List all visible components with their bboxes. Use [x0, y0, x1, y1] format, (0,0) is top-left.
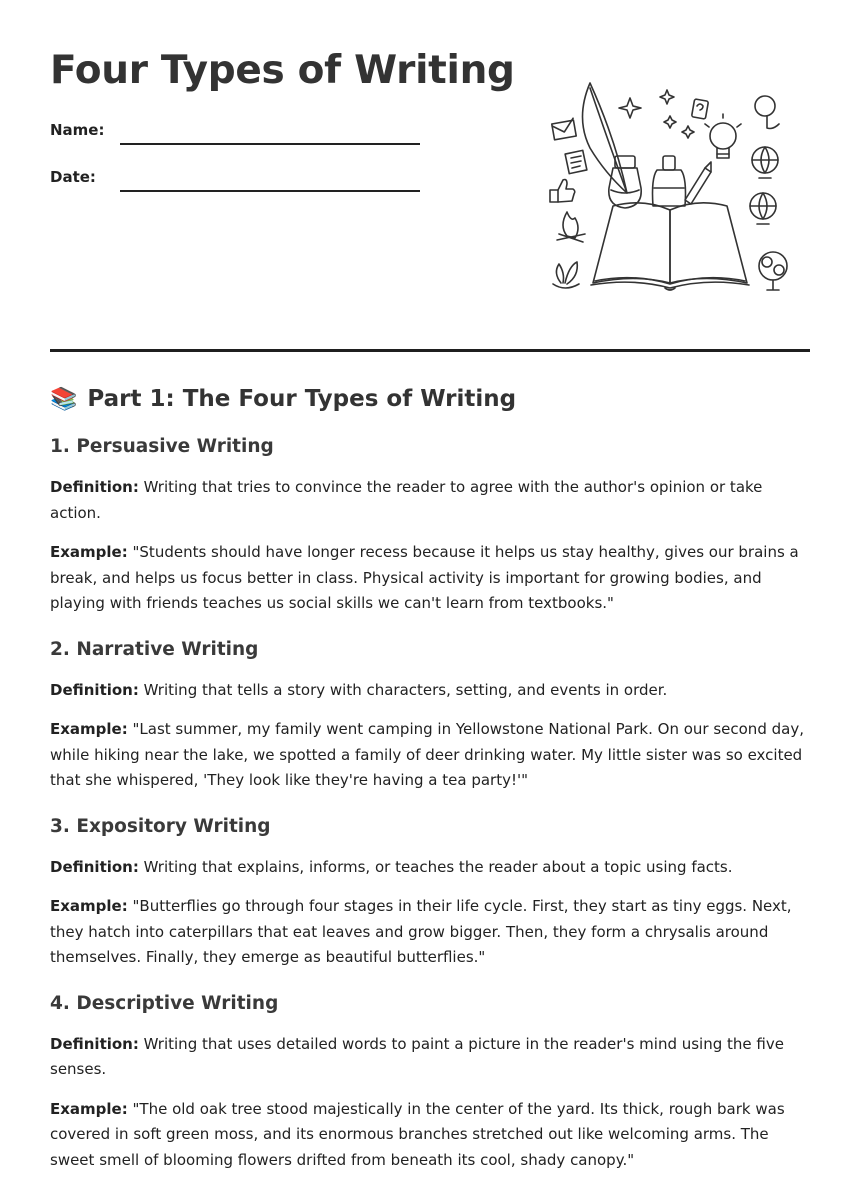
example-text: "Butterflies go through four stages in their life cycle. First, they start as tiny eggs. Next, they hatch into caterpillars that eat leaves and grow bigger. Then, they form a chrysalis around themselves. Finally, they emerge as beautiful butterflies." — [50, 897, 792, 966]
section-heading: 4. Descriptive Writing — [50, 992, 279, 1014]
example-text: "Last summer, my family went camping in Yellowstone National Park. On our second day, while hiking near the lake, we spotted a family of deer drinking water. My little sister was so excited that she whispered, 'They look like they're having a tea party!'" — [50, 720, 804, 789]
example-paragraph — [50, 717, 810, 794]
date-label: Date: — [50, 168, 96, 186]
section-heading: 3. Expository Writing — [50, 815, 271, 837]
quill-icon — [583, 83, 628, 193]
section-expository — [50, 816, 810, 971]
section-narrative — [50, 639, 810, 794]
name-label: Name: — [50, 121, 105, 139]
definition-text: Writing that tells a story with characters, setting, and events in order. — [143, 680, 668, 699]
date-field-line[interactable] — [120, 190, 420, 192]
example-label: Example: — [50, 720, 128, 738]
notepad-icon — [565, 150, 587, 173]
example-label: Example: — [50, 1099, 128, 1118]
definition-paragraph — [50, 1032, 810, 1083]
tree-icon — [759, 252, 787, 290]
section-heading: 2. Narrative Writing — [50, 638, 259, 660]
definition-label: Definition: — [50, 478, 139, 496]
example-paragraph — [50, 540, 810, 617]
envelope-icon — [551, 118, 576, 140]
part-1-heading-text: Part 1: The Four Types of Writing — [87, 386, 517, 412]
section-divider — [50, 349, 810, 352]
open-book-icon — [591, 203, 749, 290]
question-card-icon — [692, 99, 709, 119]
ink-bottle-icon — [653, 156, 686, 206]
sparkle-icon — [619, 90, 694, 138]
part-1-heading — [50, 386, 810, 412]
definition-text: Writing that tries to convince the reader to agree with the author's opinion or take action. — [50, 478, 763, 522]
definition-text: Writing that explains, informs, or teaches the reader about a topic using facts. — [143, 857, 733, 876]
definition-paragraph — [50, 855, 810, 881]
worksheet-title: Four Types of Writing — [50, 48, 515, 93]
globe-icon — [750, 147, 778, 224]
magnifier-icon — [755, 96, 779, 129]
name-field-line[interactable] — [120, 143, 420, 145]
pencil-icon — [685, 162, 711, 204]
example-paragraph — [50, 894, 810, 971]
definition-paragraph — [50, 678, 810, 704]
campfire-icon — [557, 212, 585, 242]
definition-label: Definition: — [50, 1034, 139, 1053]
thumbs-up-icon — [550, 180, 575, 203]
definition-text: Writing that uses detailed words to paint a picture in the reader's mind using the five senses. — [50, 1034, 784, 1078]
section-persuasive — [50, 436, 810, 617]
example-paragraph — [50, 1097, 810, 1174]
part-1-content — [50, 386, 810, 1195]
writing-illustration — [545, 78, 795, 296]
example-text: "The old oak tree stood majestically in the center of the yard. Its thick, rough bark was covered in soft green moss, and its enormous branches stretched out like welcoming arms. The sweet smell of blooming flowers drifted from beneath its cool, shady canopy." — [50, 1099, 785, 1169]
section-descriptive — [50, 993, 810, 1174]
definition-label: Definition: — [50, 857, 139, 876]
plant-icon — [553, 262, 579, 288]
section-heading: 1. Persuasive Writing — [50, 436, 274, 457]
definition-paragraph — [50, 475, 810, 526]
example-label: Example: — [50, 543, 128, 561]
lightbulb-icon — [705, 114, 741, 158]
definition-label: Definition: — [50, 680, 139, 699]
example-label: Example: — [50, 897, 128, 915]
example-text: "Students should have longer recess because it helps us stay healthy, gives our brains a break, and helps us focus better in class. Physical activity is important for growing bodies, and playing with friends teaches us social skills we can't learn from textbooks." — [50, 543, 799, 612]
books-icon: 📚 — [50, 386, 78, 412]
